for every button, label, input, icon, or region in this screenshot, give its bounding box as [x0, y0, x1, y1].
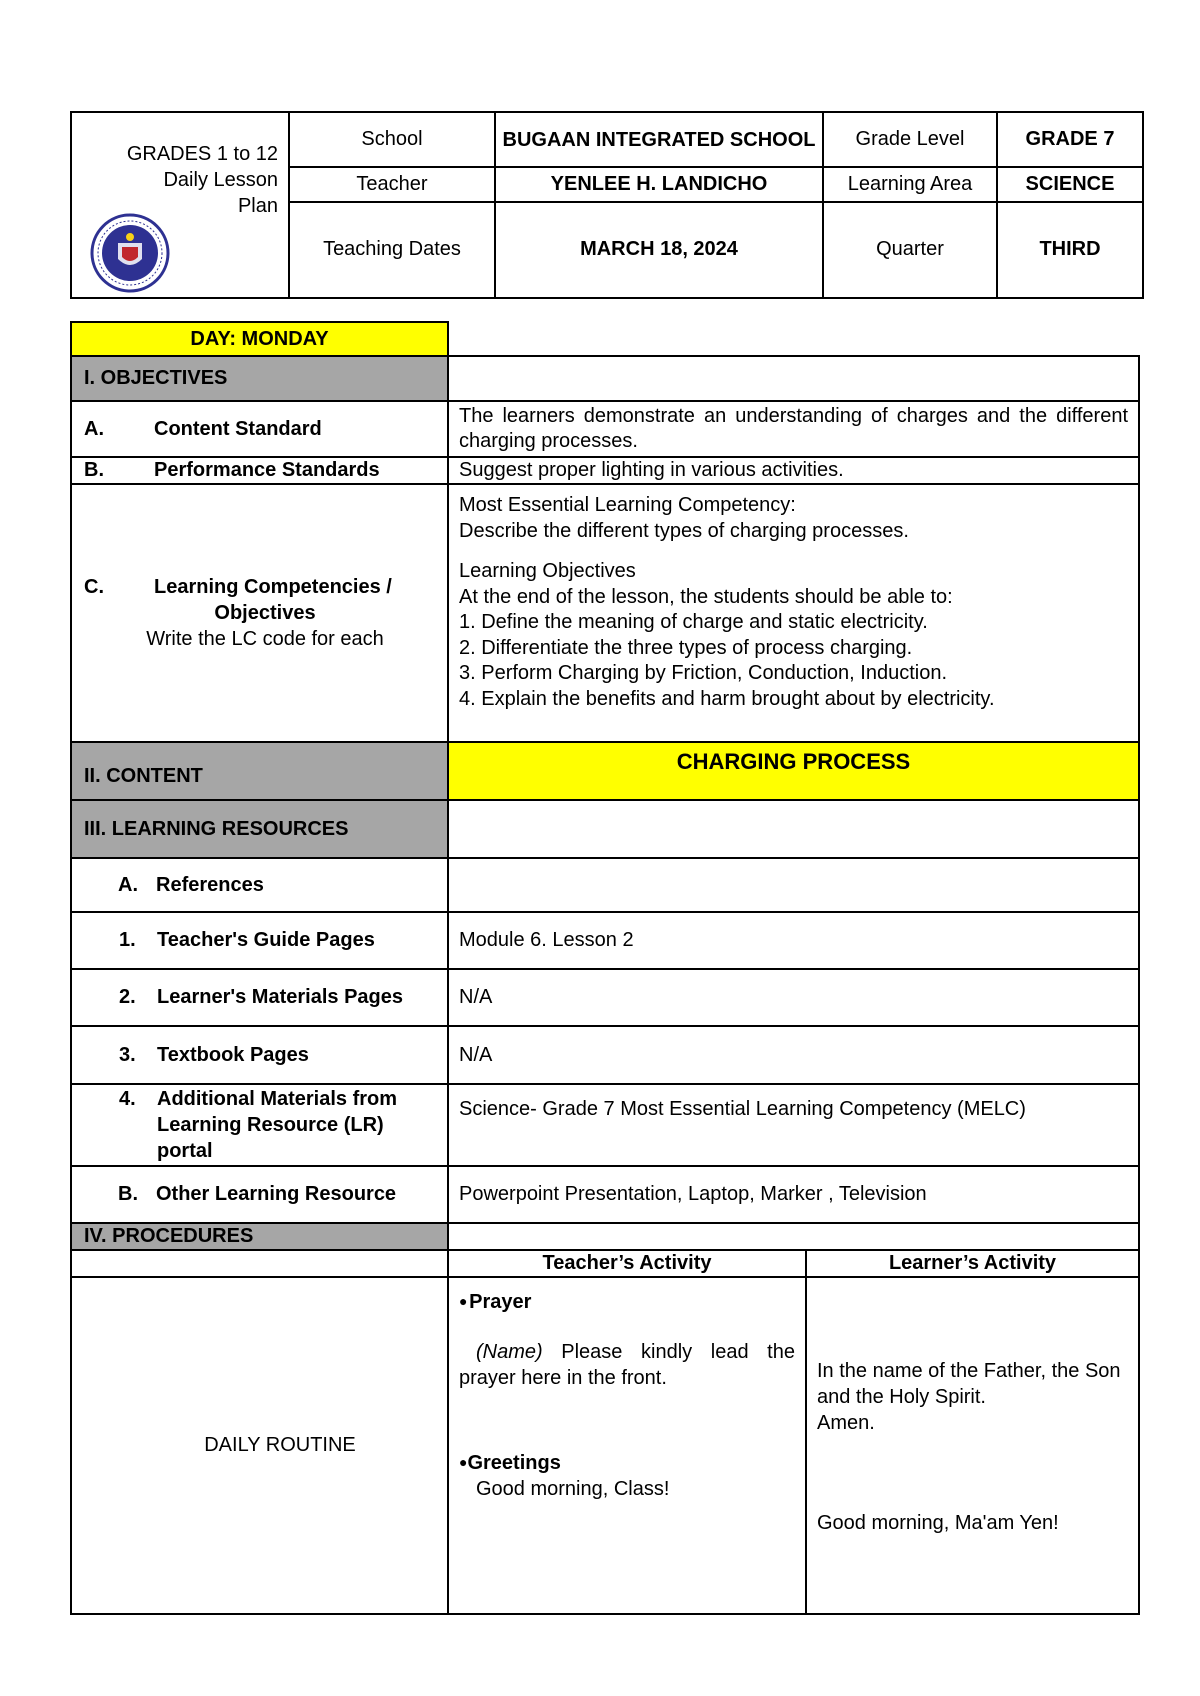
- day-cell: DAY: MONDAY: [71, 322, 448, 356]
- prayer-heading: [459, 1288, 795, 1315]
- brand-line: Plan: [237, 195, 278, 217]
- deped-seal-icon: [90, 213, 170, 293]
- item-letter: A.: [84, 417, 104, 440]
- bullet-icon: ●: [459, 1293, 468, 1309]
- school-label: School: [289, 112, 495, 167]
- item-label: Objectives: [214, 602, 316, 624]
- empty-cell: [448, 858, 1139, 912]
- content-value: CHARGING PROCESS: [448, 742, 1139, 800]
- performance-standards-text: Suggest proper lighting in various activities.: [448, 457, 1139, 484]
- teacher-activity-header: Teacher’s Activity: [448, 1250, 806, 1277]
- resources-heading: III. LEARNING RESOURCES: [71, 800, 448, 858]
- objectives-heading: I. OBJECTIVES: [71, 356, 448, 401]
- other-resource-label: [71, 1166, 448, 1223]
- references-label: [71, 858, 448, 912]
- competencies-text: [448, 484, 1139, 742]
- item-letter: B.: [84, 459, 104, 481]
- school-value: BUGAAN INTEGRATED SCHOOL: [495, 112, 823, 167]
- content-standard-label: [71, 401, 448, 457]
- item-label: Teacher's Guide Pages: [157, 929, 375, 951]
- item-note: Write the LC code for each: [146, 628, 384, 650]
- empty-cell: [448, 800, 1139, 858]
- item-label: Additional Materials from Learning Resource (LR) portal: [157, 1088, 398, 1162]
- prayer-instruction: [459, 1339, 795, 1391]
- learner-prayer-response: In the name of the Father, the Son and the Holy Spirit.: [817, 1360, 1121, 1408]
- brand-line: GRADES 1 to 12: [126, 143, 278, 165]
- empty-cell: [448, 356, 1139, 401]
- text-line: 4. Explain the benefits and harm brought about by electricity.: [459, 687, 995, 710]
- item-label: Textbook Pages: [157, 1043, 309, 1066]
- resource-row-value: Science- Grade 7 Most Essential Learning Competency (MELC): [448, 1084, 1139, 1166]
- teacher-activity-cell: [448, 1277, 806, 1614]
- prayer-name: (Name): [476, 1341, 543, 1363]
- text-line: [459, 544, 1128, 559]
- item-label: Learner's Materials Pages: [157, 986, 403, 1008]
- resource-row-value: N/A: [448, 1026, 1139, 1084]
- brand-line: Daily Lesson: [163, 169, 278, 191]
- header-table: [70, 111, 1144, 299]
- empty-cell: [448, 322, 1139, 356]
- competencies-label: [71, 484, 448, 742]
- text-line: 2. Differentiate the three types of process charging.: [459, 636, 913, 659]
- brand-title: [127, 141, 278, 219]
- text-line: Learning Objectives: [459, 560, 636, 582]
- item-letter: B.: [118, 1183, 138, 1205]
- item-number: 1.: [119, 929, 136, 951]
- text-line: Most Essential Learning Competency:: [459, 494, 796, 516]
- dates-value: MARCH 18, 2024: [495, 202, 823, 298]
- grade-value: GRADE 7: [997, 112, 1143, 167]
- greetings-heading: [459, 1449, 795, 1476]
- resource-row-label: [71, 1084, 448, 1166]
- content-standard-text: The learners demonstrate an understanding of charges and the different charging processes.: [448, 401, 1139, 457]
- daily-routine-label: DAILY ROUTINE: [71, 1277, 448, 1614]
- item-number: 2.: [119, 986, 136, 1008]
- quarter-label: Quarter: [823, 202, 997, 298]
- prayer-text: Please kindly lead the prayer here in the front.: [459, 1341, 795, 1389]
- teacher-label: Teacher: [289, 167, 495, 202]
- grade-label: Grade Level: [823, 112, 997, 167]
- dates-label: Teaching Dates: [289, 202, 495, 298]
- procedures-heading: IV. PROCEDURES: [71, 1223, 448, 1250]
- item-number: 4.: [119, 1088, 136, 1110]
- bullet-icon: ●: [459, 1454, 468, 1470]
- resource-row-label: [71, 912, 448, 969]
- learner-amen: Amen.: [817, 1412, 875, 1434]
- quarter-value: THIRD: [997, 202, 1143, 298]
- teacher-value: YENLEE H. LANDICHO: [495, 167, 823, 202]
- lesson-plan-table: [70, 321, 1140, 1615]
- content-heading: II. CONTENT: [71, 742, 448, 800]
- item-letter: A.: [118, 873, 138, 896]
- text-line: Describe the different types of charging processes.: [459, 519, 909, 542]
- item-label: Performance Standards: [154, 459, 380, 481]
- resource-row-label: [71, 969, 448, 1026]
- text-line: 1. Define the meaning of charge and static electricity.: [459, 611, 928, 633]
- resource-row-label: [71, 1026, 448, 1084]
- item-letter: C.: [84, 576, 104, 598]
- item-label: Learning Competencies /: [154, 576, 392, 598]
- area-label: Learning Area: [823, 167, 997, 202]
- greetings-title: Greetings: [467, 1452, 561, 1474]
- learner-activity-cell: [806, 1277, 1139, 1614]
- item-label: Content Standard: [154, 417, 322, 440]
- greetings-text: Good morning, Class!: [476, 1478, 670, 1500]
- empty-cell: [71, 1250, 448, 1277]
- learner-activity-header: Learner’s Activity: [806, 1250, 1139, 1277]
- text-line: 3. Perform Charging by Friction, Conduction, Induction.: [459, 662, 948, 684]
- prayer-title: Prayer: [469, 1291, 532, 1313]
- item-label: References: [156, 873, 264, 896]
- item-number: 3.: [119, 1043, 136, 1066]
- performance-standards-label: [71, 457, 448, 484]
- area-value: SCIENCE: [997, 167, 1143, 202]
- learner-greeting-response: Good morning, Ma'am Yen!: [817, 1512, 1059, 1534]
- resource-row-value: Module 6. Lesson 2: [448, 912, 1139, 969]
- resource-row-value: N/A: [448, 969, 1139, 1026]
- brand-cell: [71, 112, 289, 298]
- item-label: Other Learning Resource: [156, 1183, 397, 1205]
- text-line: At the end of the lesson, the students should be able to:: [459, 585, 953, 608]
- empty-cell: [448, 1223, 1139, 1250]
- other-resource-value: Powerpoint Presentation, Laptop, Marker , Television: [448, 1166, 1139, 1223]
